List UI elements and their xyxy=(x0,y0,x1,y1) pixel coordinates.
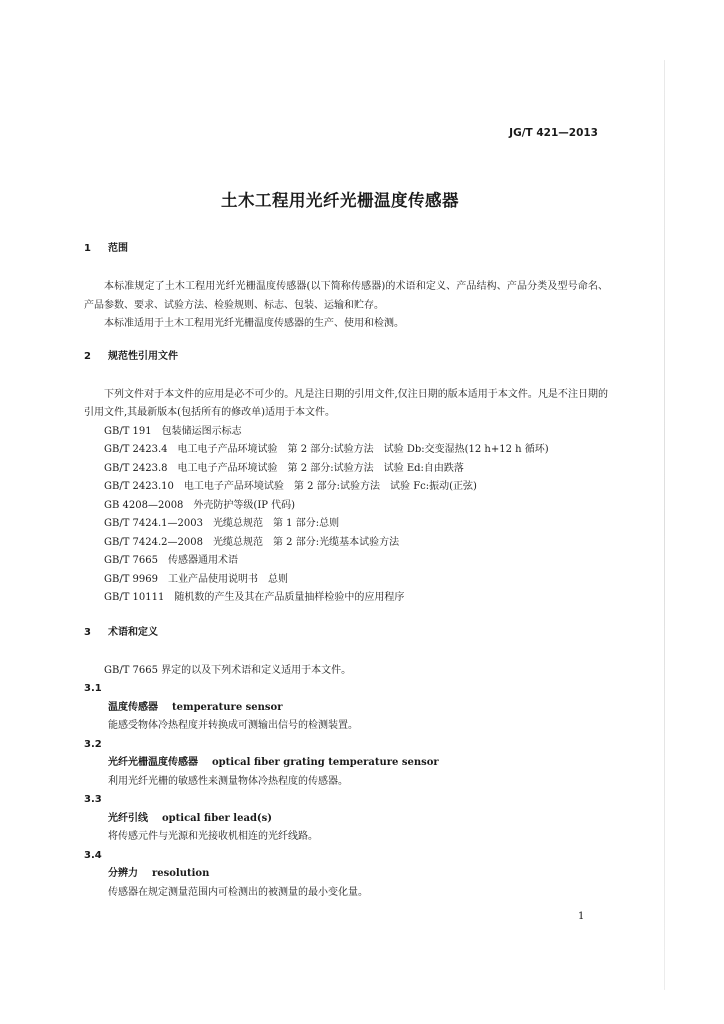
section-heading xyxy=(84,348,608,366)
reference-item: GB/T 2423.10 电工电子产品环境试验 第 2 部分:试验方法 试验 Fc:振动(正弦) xyxy=(104,481,477,492)
term-name: 温度传感器 temperature sensor xyxy=(108,701,283,713)
term-name: 光纤引线 optical fiber lead(s) xyxy=(108,812,273,824)
term-definition: 传感器在规定测量范围内可检测出的被测量的最小变化量。 xyxy=(108,886,368,898)
reference-item: GB/T 7665 传感器通用术语 xyxy=(104,555,239,566)
term-definition: 能感受物体冷热程度并转换成可测输出信号的检测装置。 xyxy=(108,720,358,731)
document-title: 土木工程用光纤光栅温度传感器 xyxy=(221,191,459,210)
term-number: 3.3 xyxy=(84,794,102,805)
section-title: 规范性引用文件 xyxy=(108,350,178,362)
term-definition: 将传感元件与光源和光接收机相连的光纤线路。 xyxy=(108,831,318,842)
reference-item: GB/T 191 包装储运图示标志 xyxy=(104,425,242,437)
standard-code: JG/T 421—2013 xyxy=(509,127,598,139)
section-number: 2 xyxy=(84,350,91,362)
reference-item: GB/T 7424.1—2003 光缆总规范 第 1 部分:总则 xyxy=(104,518,340,529)
section-terms-and-definitions xyxy=(84,624,608,903)
term-definition: 利用光纤光栅的敏感性来测量物体冷热程度的传感器。 xyxy=(108,775,348,787)
reference-item: GB/T 7424.2—2008 光缆总规范 第 2 部分:光缆基本试验方法 xyxy=(104,536,400,548)
section-normative-references xyxy=(84,348,608,608)
scope-paragraph-1: 本标准规定了土木工程用光纤光栅温度传感器(以下简称传感器)的术语和定义、产品结构、产品分类及型号命名、产品参数、要求、试验方法、检验规则、标志、包装、运输和贮存。 xyxy=(84,281,608,311)
scope-paragraph-2: 本标准适用于土木工程用光纤光栅温度传感器的生产、使用和检测。 xyxy=(104,318,404,329)
term-name: 光纤光栅温度传感器 optical fiber grating temperature sensor xyxy=(108,757,439,768)
reference-item: GB/T 2423.8 电工电子产品环境试验 第 2 部分:试验方法 试验 Ed:自由跌落 xyxy=(104,462,464,474)
section-title: 术语和定义 xyxy=(108,626,158,638)
references-intro: 下列文件对于本文件的应用是必不可少的。凡是注日期的引用文件,仅注日期的版本适用于本文件。凡是不注日期的引用文件,其最新版本(包括所有的修改单)适用于本文件。 xyxy=(84,388,608,418)
reference-item: GB 4208—2008 外壳防护等级(IP 代码) xyxy=(104,499,296,511)
section-number: 1 xyxy=(84,243,91,254)
term-number: 3.2 xyxy=(84,738,102,750)
reference-item: GB/T 9969 工业产品使用说明书 总则 xyxy=(104,573,289,585)
term-name: 分辨力 resolution xyxy=(108,868,210,879)
section-number: 3 xyxy=(84,626,91,638)
term-number: 3.1 xyxy=(84,683,102,694)
reference-item: GB/T 10111 随机数的产生及其在产品质量抽样检验中的应用程序 xyxy=(104,592,405,603)
section-heading xyxy=(84,624,608,642)
section-title: 范围 xyxy=(108,243,128,254)
term-number: 3.4 xyxy=(84,849,102,861)
page-number: 1 xyxy=(578,911,585,922)
section-scope xyxy=(84,240,608,334)
reference-item: GB/T 2423.4 电工电子产品环境试验 第 2 部分:试验方法 试验 Db:交变湿热(12 h+12 h 循环) xyxy=(104,444,549,455)
document-body xyxy=(84,240,608,902)
terms-intro: GB/T 7665 界定的以及下列术语和定义适用于本文件。 xyxy=(104,664,352,676)
section-heading xyxy=(84,240,608,258)
